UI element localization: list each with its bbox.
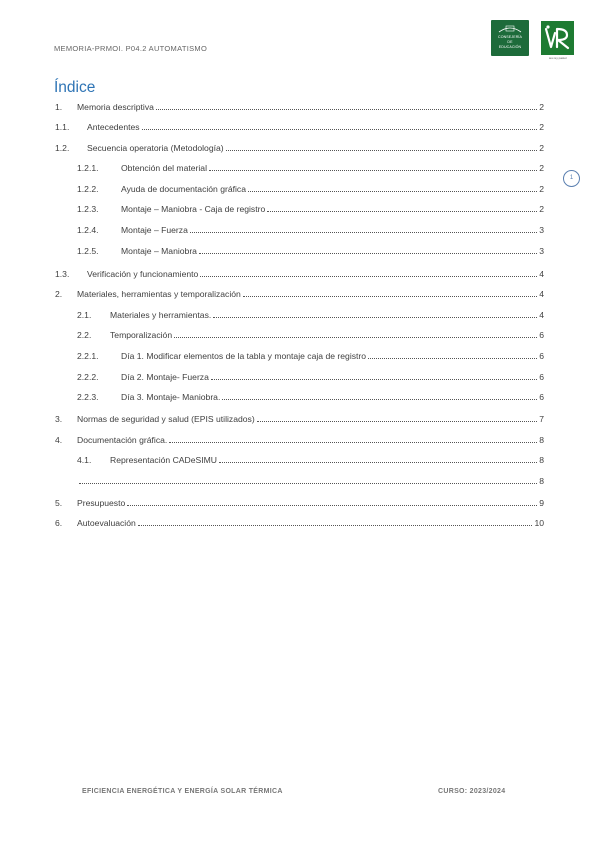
education-logo-line-3: EDUCACIÓN: [498, 45, 522, 49]
toc-entry[interactable]: [55, 120, 544, 132]
toc-entry-number: 1.2.3.: [77, 204, 99, 214]
toc-entry-number: 1.: [55, 102, 63, 112]
toc-dot-leader: [127, 504, 537, 506]
toc-entry-page: 2: [539, 204, 544, 214]
toc-dot-leader: [222, 398, 537, 400]
toc-entry-page: 6: [539, 372, 544, 382]
toc-entry-text: Temporalización: [110, 330, 173, 340]
header-doc-title: MEMORIA-PRMOI. P04.2 AUTOMATISMO: [54, 44, 208, 53]
toc-entry[interactable]: [77, 308, 544, 320]
school-logo-caption: ies rey pastor: [548, 56, 567, 60]
page-number-marker: 1: [563, 170, 580, 187]
toc-dot-leader: [200, 275, 537, 277]
toc-entry[interactable]: [55, 516, 544, 528]
toc-entry-number: 6.: [55, 518, 63, 528]
toc-entry[interactable]: [77, 349, 544, 361]
toc-dot-leader: [199, 252, 537, 254]
toc-entry-text: Representación CADeSIMU: [110, 455, 217, 465]
toc-entry-text: Ayuda de documentación gráfica: [121, 184, 247, 194]
toc-entry[interactable]: [77, 223, 544, 235]
toc-entry-text: Montaje – Fuerza: [121, 225, 188, 235]
toc-dot-leader: [138, 524, 533, 526]
toc-entry[interactable]: [77, 390, 544, 402]
toc-dot-leader: [243, 295, 537, 297]
toc-dot-leader: [190, 231, 537, 233]
toc-entry[interactable]: [55, 496, 544, 508]
toc-entry-text: Día 2. Montaje- Fuerza: [121, 372, 209, 382]
toc-entry-page: 2: [539, 122, 544, 132]
toc-entry-number: 3.: [55, 414, 63, 424]
toc-entry[interactable]: [77, 244, 544, 256]
toc-entry[interactable]: [77, 161, 544, 173]
toc-entry-page: 6: [539, 392, 544, 402]
toc-dot-leader: [257, 420, 538, 422]
footer-course: CURSO: 2023/2024: [438, 788, 506, 795]
toc-entry[interactable]: [77, 202, 544, 214]
school-logo: [541, 21, 574, 55]
toc-entry[interactable]: [77, 182, 544, 194]
toc-entry-number: 4.: [55, 435, 63, 445]
toc-entry[interactable]: [55, 141, 544, 153]
toc-dot-leader: [211, 378, 537, 380]
toc-entry-number: 2.2.3.: [77, 392, 99, 402]
toc-entry-text: Obtención del material: [121, 163, 207, 173]
toc-entry[interactable]: [55, 287, 544, 299]
toc-entry-page: 4: [539, 269, 544, 279]
toc-entry[interactable]: [55, 433, 544, 445]
toc-dot-leader: [209, 169, 537, 171]
toc-entry-page: 4: [539, 310, 544, 320]
toc-dot-leader: [219, 461, 537, 463]
toc-dot-leader: [142, 128, 538, 130]
toc-entry-page: 8: [539, 455, 544, 465]
toc-dot-leader: [156, 108, 537, 110]
toc-dot-leader: [248, 190, 537, 192]
toc-entry-number: 2.1.: [77, 310, 92, 320]
toc-title: Índice: [54, 79, 96, 96]
toc-entry-page: 4: [539, 289, 544, 299]
toc-entry-number: 1.2.4.: [77, 225, 99, 235]
toc-entry-number: 2.2.2.: [77, 372, 99, 382]
toc-entry-text: Documentación gráfica.: [77, 435, 168, 445]
toc-entry-text: Normas de seguridad y salud (EPIS utilizados): [77, 414, 255, 424]
toc-dot-leader: [79, 482, 537, 484]
toc-entry[interactable]: [77, 328, 544, 340]
toc-entry-number: 1.2.1.: [77, 163, 99, 173]
toc-entry-text: Día 1. Modificar elementos de la tabla y montaje caja de registro: [121, 351, 367, 361]
toc-entry-number: 1.2.2.: [77, 184, 99, 194]
footer-subject: EFICIENCIA ENERGÉTICA Y ENERGÍA SOLAR TÉRMICA: [82, 788, 283, 795]
toc-entry-text: Memoria descriptiva: [77, 102, 154, 112]
toc-entry-page: 3: [539, 246, 544, 256]
toc-entry-page: 2: [539, 143, 544, 153]
toc-entry[interactable]: [77, 474, 544, 486]
toc-entry-page: 8: [539, 476, 544, 486]
toc-entry-page: 3: [539, 225, 544, 235]
toc-entry-number: 2.2.: [77, 330, 92, 340]
toc-dot-leader: [226, 149, 538, 151]
toc-entry-text: Montaje – Maniobra: [121, 246, 197, 256]
toc-dot-leader: [368, 357, 537, 359]
toc-entry-number: 2.: [55, 289, 63, 299]
toc-dot-leader: [174, 336, 537, 338]
toc-entry-page: 6: [539, 330, 544, 340]
toc-entry[interactable]: [55, 412, 544, 424]
toc-entry-text: Materiales, herramientas y temporalización: [77, 289, 241, 299]
toc-entry-page: 8: [539, 435, 544, 445]
toc-entry[interactable]: [77, 453, 544, 465]
toc-entry-text: Presupuesto: [77, 498, 126, 508]
toc-entry-number: 1.2.5.: [77, 246, 99, 256]
toc-dot-leader: [267, 210, 537, 212]
toc-entry[interactable]: [55, 267, 544, 279]
toc-entry-page: 6: [539, 351, 544, 361]
toc-entry-page: 10: [534, 518, 544, 528]
toc-entry-number: 2.2.1.: [77, 351, 99, 361]
education-logo-line-2: DE: [507, 40, 513, 44]
toc-entry-text: Autoevaluación: [77, 518, 136, 528]
toc-entry-number: 5.: [55, 498, 63, 508]
toc-entry-text: Secuencia operatoria (Metodología): [87, 143, 224, 153]
toc-entry-page: 2: [539, 163, 544, 173]
toc-entry-number: 1.1.: [55, 122, 70, 132]
toc-entry-text: Montaje – Maniobra - Caja de registro: [121, 204, 266, 214]
education-logo-line-1: CONSEJERÍA: [498, 35, 522, 39]
toc-entry-page: 7: [539, 414, 544, 424]
toc-entry-text: Día 3. Montaje- Maniobra.: [121, 392, 221, 402]
toc-entry[interactable]: [77, 370, 544, 382]
toc-entry-page: 2: [539, 102, 544, 112]
toc-entry-number: 4.1.: [77, 455, 92, 465]
toc-entry-text: Antecedentes: [87, 122, 140, 132]
education-logo: [491, 20, 529, 56]
toc-entry-page: 2: [539, 184, 544, 194]
toc-entry-number: 1.2.: [55, 143, 70, 153]
toc-dot-leader: [169, 441, 537, 443]
school-logo-icon: [541, 21, 574, 55]
toc-entry-number: 1.3.: [55, 269, 70, 279]
toc-entry-text: Verificación y funcionamiento: [87, 269, 199, 279]
toc-entry-text: Materiales y herramientas.: [110, 310, 212, 320]
toc-entry[interactable]: [55, 100, 544, 112]
toc-dot-leader: [213, 316, 537, 318]
toc-entry-page: 9: [539, 498, 544, 508]
